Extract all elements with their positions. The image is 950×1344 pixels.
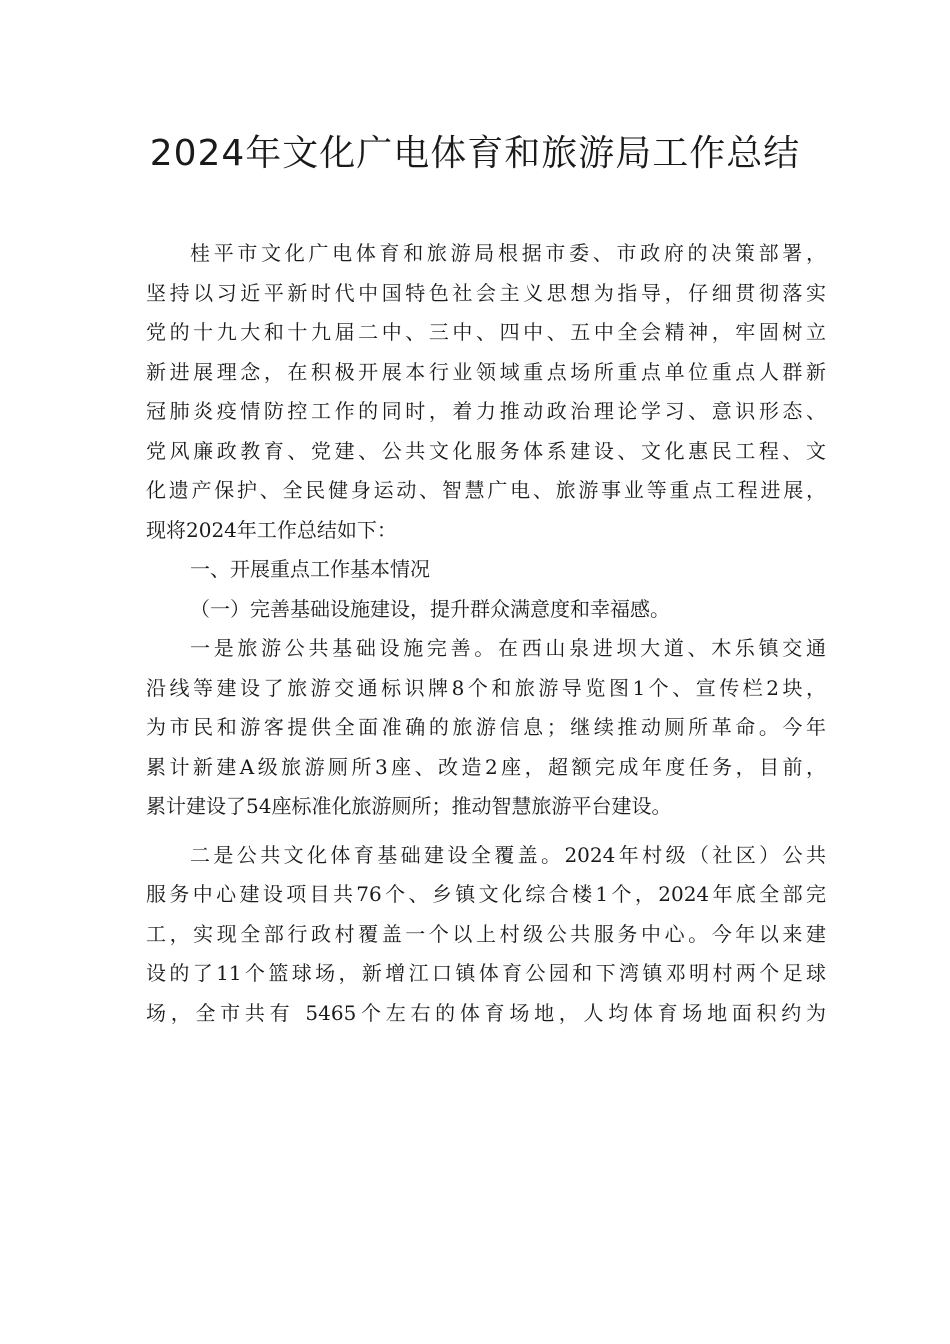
text-line: 为市民和游客提供全面准确的旅游信息；继续推动厕所革命。今年 — [146, 715, 826, 739]
text-line: 现将2024年工作总结如下： — [146, 517, 397, 542]
document-body — [146, 234, 826, 1033]
text-line: 设的了11个篮球场，新增江口镇体育公园和下湾镇邓明村两个足球 — [146, 961, 826, 985]
paragraph-public-culture-sports — [146, 836, 826, 1034]
text-line: 场，全市共有 5465个左右的体育场地，人均体育场地面积约为 — [146, 1000, 826, 1025]
text-line: 二是公共文化体育基础建设全覆盖。2024年村级（社区）公共 — [190, 842, 826, 867]
text-line: 桂平市文化广电体育和旅游局根据市委、市政府的决策部署， — [190, 241, 826, 265]
text-line: 工，实现全部行政村覆盖一个以上村级公共服务中心。今年以来建 — [146, 921, 826, 946]
section-heading — [146, 550, 826, 590]
text-line: 党的十九大和十九届二中、三中、四中、五中全会精神，牢固树立 — [146, 320, 826, 344]
text-line: 党风廉政教育、党建、公共文化服务体系建设、文化惠民工程、文 — [146, 438, 826, 463]
text-line: 化遗产保护、全民健身运动、智慧广电、旅游事业等重点工程进展， — [146, 478, 826, 502]
text-line: 新进展理念，在积极开展本行业领域重点场所重点单位重点人群新 — [146, 359, 826, 384]
paragraph-intro — [146, 234, 826, 550]
text-line: 坚持以习近平新时代中国特色社会主义思想为指导，仔细贯彻落实 — [146, 280, 826, 305]
text-line: 冠肺炎疫情防控工作的同时，着力推动政治理论学习、意识形态、 — [146, 399, 826, 423]
document-title: 2024年文化广电体育和旅游局工作总结 — [149, 133, 801, 174]
text-line: 累计新建A级旅游厕所3座、改造2座，超额完成年度任务，目前， — [146, 754, 826, 779]
text-line: 一、开展重点工作基本情况 — [190, 557, 430, 581]
paragraph-gap — [146, 827, 826, 836]
text-line: 服务中心建设项目共76个、乡镇文化综合楼1个，2024年底全部完 — [146, 882, 826, 906]
text-line: 累计建设了54座标准化旅游厕所；推动智慧旅游平台建设。 — [146, 794, 672, 818]
subsection-heading — [146, 590, 826, 630]
text-line: （一）完善基础设施建设，提升群众满意度和幸福感。 — [190, 596, 670, 621]
text-line: 一是旅游公共基础设施完善。在西山泉进坝大道、木乐镇交通 — [190, 636, 826, 660]
text-line: 沿线等建设了旅游交通标识牌8个和旅游导览图1个、宣传栏2块， — [146, 675, 826, 700]
paragraph-tourism-infrastructure — [146, 629, 826, 827]
